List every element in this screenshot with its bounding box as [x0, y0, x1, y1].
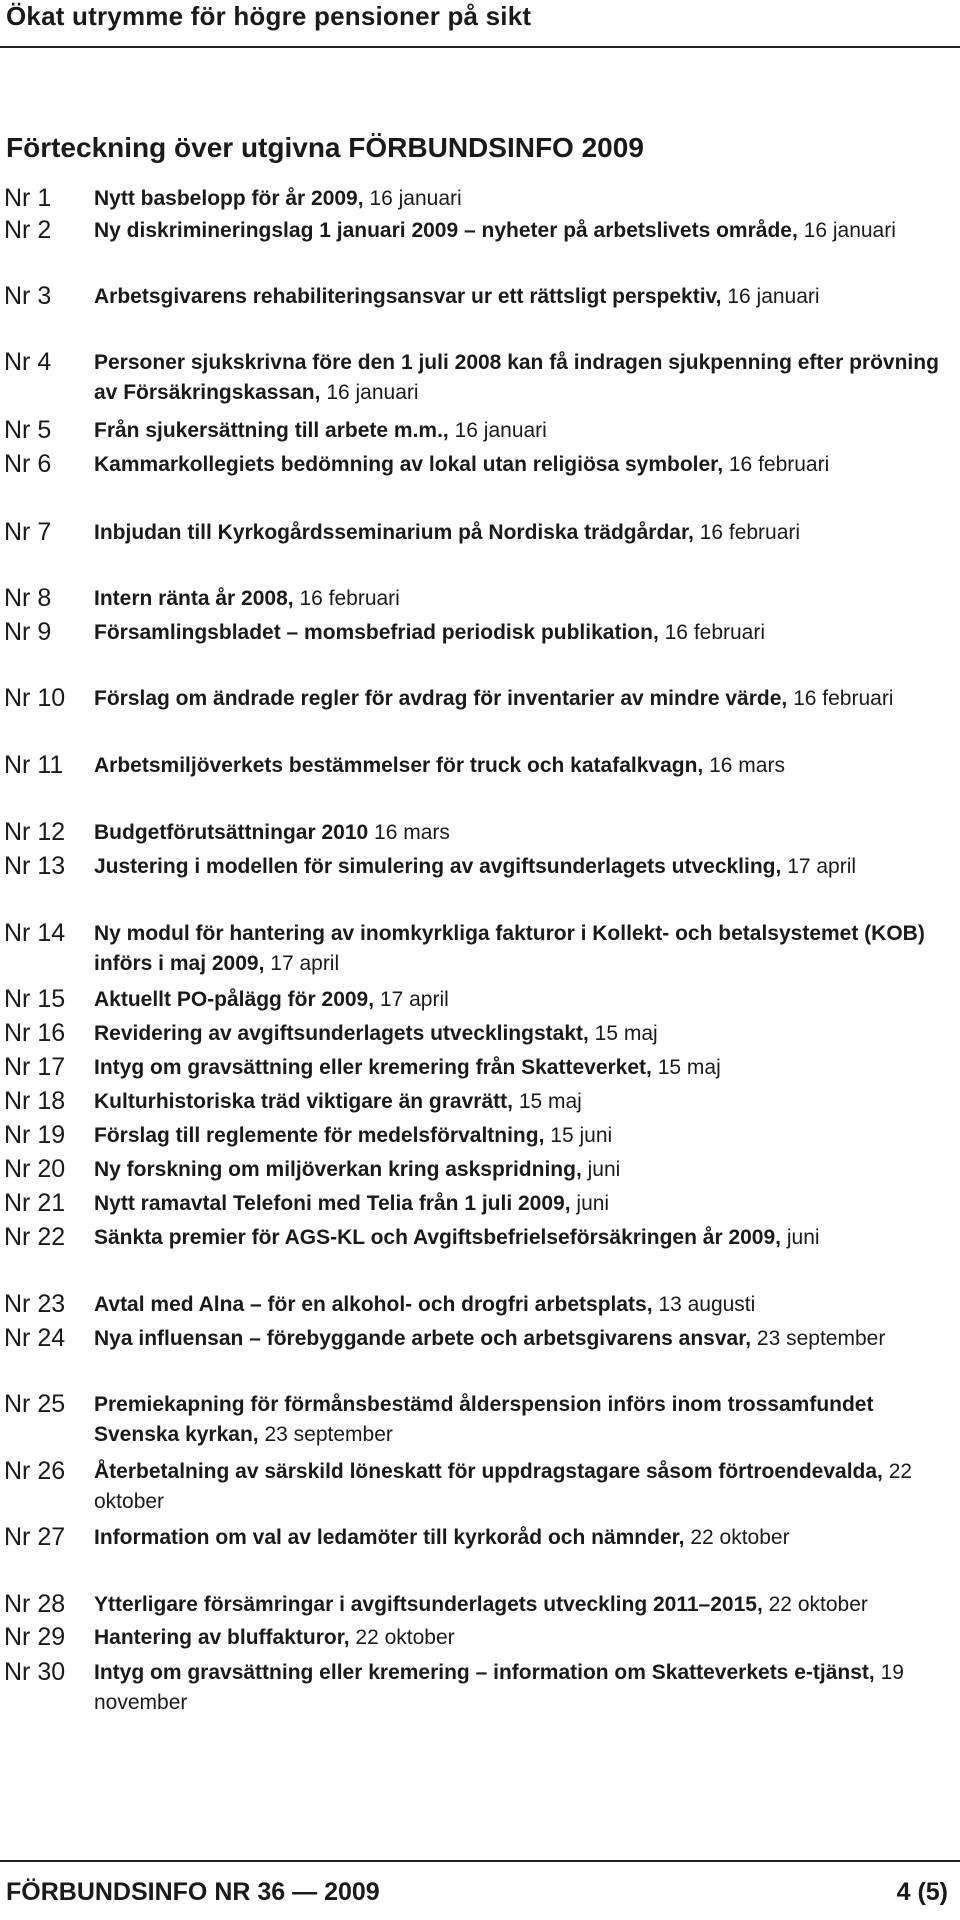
- entry-title: Ny diskrimineringslag 1 januari 2009 – nyheter på arbetslivets område,: [94, 219, 798, 242]
- entry-title: Ytterligare försämringar i avgiftsunderlagets utveckling 2011–2015,: [94, 1593, 763, 1616]
- footer-divider: [0, 1860, 960, 1862]
- entry-date: 17 april: [379, 988, 449, 1011]
- entry-date: 16 januari: [454, 419, 547, 442]
- entry-date: 16 februari: [299, 587, 400, 610]
- entry-text: [94, 216, 956, 246]
- entry-date: juni: [576, 1192, 610, 1215]
- entry-number: Nr 22: [4, 1223, 66, 1251]
- entry-number: Nr 16: [4, 1019, 66, 1047]
- entry-number: Nr 30: [4, 1658, 66, 1686]
- entry-date: 17 april: [787, 855, 857, 878]
- entry-title: Justering i modellen för simulering av avgiftsunderlagets utveckling,: [94, 855, 782, 878]
- entry-date: 22 oktober: [94, 1460, 913, 1513]
- entry-text: [94, 1390, 956, 1450]
- entry-title: Intyg om gravsättning eller kremering från Skatteverket,: [94, 1056, 652, 1079]
- entry-date: 15 juni: [550, 1124, 613, 1147]
- entry-date: 22 oktober: [690, 1526, 790, 1549]
- entry-text: [94, 1053, 956, 1083]
- entry-date: 15 maj: [518, 1090, 582, 1113]
- entry-text: [94, 852, 956, 882]
- entry-text: [94, 348, 956, 408]
- entry-number: Nr 8: [4, 584, 52, 612]
- entry-number: Nr 14: [4, 919, 66, 947]
- entry-number: Nr 27: [4, 1523, 66, 1551]
- entry-date: 15 maj: [657, 1056, 721, 1079]
- entry-date: 23 september: [756, 1327, 886, 1350]
- entry-text: [94, 818, 956, 848]
- entry-title: Personer sjukskrivna före den 1 juli 2008 kan få indragen sjukpenning efter prövning av Försäkringskassan,: [94, 351, 939, 404]
- entry-title: Information om val av ledamöter till kyrkoråd och nämnder,: [94, 1526, 685, 1549]
- entry-number: Nr 15: [4, 985, 66, 1013]
- entry-title: Från sjukersättning till arbete m.m.,: [94, 419, 449, 442]
- entry-text: [94, 1087, 956, 1117]
- entry-number: Nr 25: [4, 1390, 66, 1418]
- entry-date: juni: [587, 1158, 621, 1181]
- entry-date: 16 februari: [699, 521, 801, 544]
- entry-text: [94, 618, 956, 648]
- entry-text: [94, 1658, 956, 1718]
- entry-title: Ny modul för hantering av inomkyrkliga fakturor i Kollekt- och betalsystemet (KOB) införs i maj 2009,: [94, 922, 925, 975]
- entry-text: [94, 1019, 956, 1049]
- entry-title: Nytt basbelopp för år 2009,: [94, 187, 364, 210]
- entry-title: Avtal med Alna – för en alkohol- och drogfri arbetsplats,: [94, 1293, 653, 1316]
- entry-number: Nr 21: [4, 1189, 66, 1217]
- entry-text: [94, 1623, 956, 1653]
- entry-title: Budgetförutsättningar 2010: [94, 821, 369, 844]
- entry-number: Nr 4: [4, 348, 52, 376]
- entry-text: [94, 1590, 956, 1620]
- entry-title: Intyg om gravsättning eller kremering – information om Skatteverkets e-tjänst,: [94, 1661, 875, 1684]
- entry-text: [94, 1189, 956, 1219]
- entry-number: Nr 3: [4, 282, 52, 310]
- page-header-title: Ökat utrymme för högre pensioner på sikt: [6, 1, 532, 31]
- entry-title: Hantering av bluffakturor,: [94, 1626, 350, 1649]
- entry-title: Arbetsmiljöverkets bestämmelser för truck och katafalkvagn,: [94, 754, 704, 777]
- entry-text: [94, 919, 956, 979]
- entry-text: [94, 985, 956, 1015]
- entry-text: [94, 684, 956, 714]
- entry-text: [94, 751, 956, 781]
- entry-date: 22 oktober: [768, 1593, 868, 1616]
- entry-text: [94, 416, 956, 446]
- entry-number: Nr 10: [4, 684, 66, 712]
- entry-number: Nr 28: [4, 1590, 66, 1618]
- entry-title: Kulturhistoriska träd viktigare än gravrätt,: [94, 1090, 513, 1113]
- entry-text: [94, 1457, 956, 1517]
- entry-number: Nr 18: [4, 1087, 66, 1115]
- entry-title: Ny forskning om miljöverkan kring askspridning,: [94, 1158, 582, 1181]
- entry-title: Intern ränta år 2008,: [94, 587, 294, 610]
- entry-number: Nr 17: [4, 1053, 66, 1081]
- entry-title: Nytt ramavtal Telefoni med Telia från 1 juli 2009,: [94, 1192, 571, 1215]
- entry-date: 16 januari: [326, 381, 419, 404]
- entry-number: Nr 1: [4, 184, 52, 212]
- footer-publication: FÖRBUNDSINFO NR 36 — 2009: [6, 1878, 380, 1906]
- entry-number: Nr 9: [4, 618, 52, 646]
- entry-number: Nr 26: [4, 1457, 66, 1485]
- entry-date: 13 augusti: [658, 1293, 756, 1316]
- entry-date: 16 januari: [803, 219, 896, 242]
- entry-text: [94, 450, 956, 480]
- entry-text: [94, 1223, 956, 1253]
- entry-title: Församlingsbladet – momsbefriad periodisk publikation,: [94, 621, 659, 644]
- entry-date: 16 februari: [793, 687, 894, 710]
- entry-date: 15 maj: [594, 1022, 658, 1045]
- entry-title: Premiekapning för förmånsbestämd ålderspension införs inom trossamfundet Svenska kyrkan,: [94, 1393, 874, 1446]
- entry-date: 16 mars: [374, 821, 450, 844]
- entry-date: 23 september: [264, 1423, 393, 1446]
- entry-date: 22 oktober: [355, 1626, 455, 1649]
- entry-date: juni: [786, 1226, 820, 1249]
- entry-text: [94, 584, 956, 614]
- entry-title: Nya influensan – förebyggande arbete och arbetsgivarens ansvar,: [94, 1327, 752, 1350]
- entry-text: [94, 1121, 956, 1151]
- list-title: Förteckning över utgivna FÖRBUNDSINFO 2009: [6, 132, 644, 163]
- entry-number: Nr 11: [4, 751, 64, 779]
- entry-title: Kammarkollegiets bedömning av lokal utan religiösa symboler,: [94, 453, 724, 476]
- entry-text: [94, 184, 956, 214]
- entry-title: Återbetalning av särskild löneskatt för uppdragstagare såsom förtroendevalda,: [94, 1460, 883, 1483]
- entry-text: [94, 1523, 956, 1553]
- entry-title: Sänkta premier för AGS-KL och Avgiftsbefrielseförsäkringen år 2009,: [94, 1226, 782, 1249]
- entry-text: [94, 282, 956, 312]
- header-divider: [0, 46, 960, 48]
- footer-page-number: 4 (5): [896, 1878, 948, 1906]
- entry-title: Revidering av avgiftsunderlagets utvecklingstakt,: [94, 1022, 589, 1045]
- entry-text: [94, 518, 956, 548]
- entry-text: [94, 1324, 956, 1354]
- entry-title: Förslag om ändrade regler för avdrag för inventarier av mindre värde,: [94, 687, 788, 710]
- entry-title: Förslag till reglemente för medelsförvaltning,: [94, 1124, 545, 1147]
- entry-number: Nr 2: [4, 216, 52, 244]
- entry-number: Nr 24: [4, 1324, 66, 1352]
- entry-title: Arbetsgivarens rehabiliteringsansvar ur ett rättsligt perspektiv,: [94, 285, 722, 308]
- entry-date: 16 januari: [727, 285, 820, 308]
- entry-date: 16 februari: [664, 621, 766, 644]
- entry-number: Nr 13: [4, 852, 66, 880]
- entry-number: Nr 20: [4, 1155, 66, 1183]
- entry-number: Nr 5: [4, 416, 52, 444]
- entry-number: Nr 12: [4, 818, 66, 846]
- entry-text: [94, 1155, 956, 1185]
- entry-date: 19 november: [94, 1661, 904, 1714]
- entry-title: Aktuellt PO-pålägg för 2009,: [94, 988, 375, 1011]
- entry-number: Nr 7: [4, 518, 52, 546]
- entry-date: 16 februari: [728, 453, 830, 476]
- entry-number: Nr 6: [4, 450, 52, 478]
- entry-date: 16 mars: [709, 754, 785, 777]
- entry-number: Nr 23: [4, 1290, 66, 1318]
- entry-text: [94, 1290, 956, 1320]
- entry-number: Nr 29: [4, 1623, 66, 1651]
- entry-date: 17 april: [270, 952, 340, 975]
- entry-date: 16 januari: [369, 187, 462, 210]
- entry-number: Nr 19: [4, 1121, 66, 1149]
- entry-title: Inbjudan till Kyrkogårdsseminarium på Nordiska trädgårdar,: [94, 521, 694, 544]
